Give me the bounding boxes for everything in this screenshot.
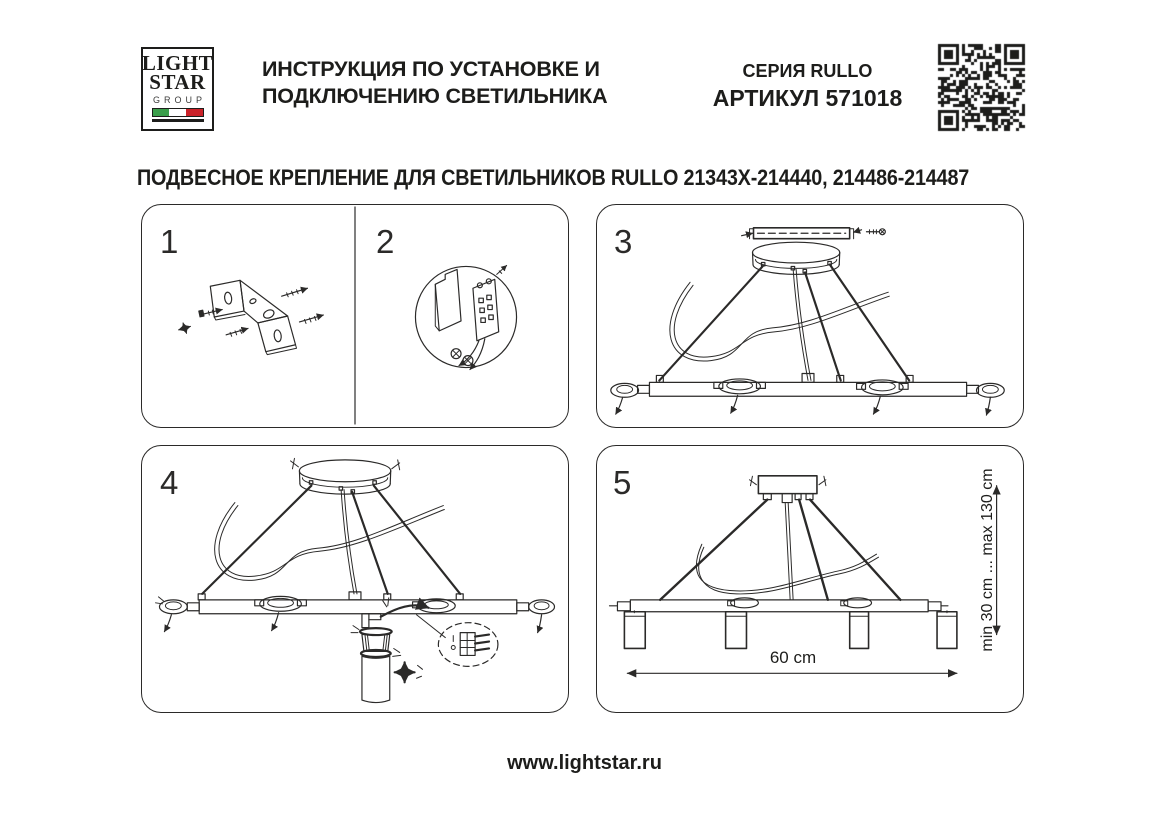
final-assembly-diagram — [597, 446, 1023, 712]
shade-installation-diagram — [142, 446, 568, 712]
footer-url: www.lightstar.ru — [507, 752, 662, 774]
article-label: АРТИКУЛ 571018 — [712, 85, 903, 111]
flag-red — [186, 109, 203, 116]
ceiling-mount-diagram — [597, 205, 1023, 427]
panel-box-step-4 — [141, 445, 569, 713]
panel-box-step-3 — [596, 204, 1024, 428]
flag-green — [153, 109, 170, 116]
lightstar-logo — [141, 47, 214, 131]
logo-word-star: STAR — [149, 70, 206, 94]
title-line-1: ИНСТРУКЦИЯ ПО УСТАНОВКЕ И — [262, 57, 600, 81]
panel-box-step-5 — [596, 445, 1024, 713]
panel-number-3: 3 — [614, 223, 633, 260]
panel-box-steps-1-2 — [141, 204, 569, 428]
panel-number-2: 2 — [376, 223, 395, 260]
logo-underline — [152, 119, 204, 122]
bracket-and-wiring-diagram — [142, 205, 568, 427]
logo-word-light: LIGHT — [141, 51, 214, 75]
italian-flag-stripe — [152, 108, 204, 117]
width-dimension-label: 60 cm — [769, 648, 817, 667]
page-title — [262, 56, 607, 110]
logo-word-group: GROUP — [152, 95, 206, 105]
flag-white — [169, 109, 186, 116]
height-dimension-label: min 30 cm ... max 130 cm — [979, 468, 996, 652]
title-line-2: ПОДКЛЮЧЕНИЮ СВЕТИЛЬНИКА — [262, 84, 608, 108]
panel-number-1: 1 — [160, 223, 179, 260]
panel-number-5: 5 — [613, 464, 632, 501]
series-label: СЕРИЯ RULLO — [742, 61, 873, 81]
subtitle: ПОДВЕСНОЕ КРЕПЛЕНИЕ ДЛЯ СВЕТИЛЬНИКОВ RULLO 21343X-214440, 214486-214487 — [137, 165, 970, 190]
qr-code — [937, 43, 1027, 133]
panel-number-4: 4 — [160, 464, 179, 501]
series-block — [695, 61, 920, 112]
